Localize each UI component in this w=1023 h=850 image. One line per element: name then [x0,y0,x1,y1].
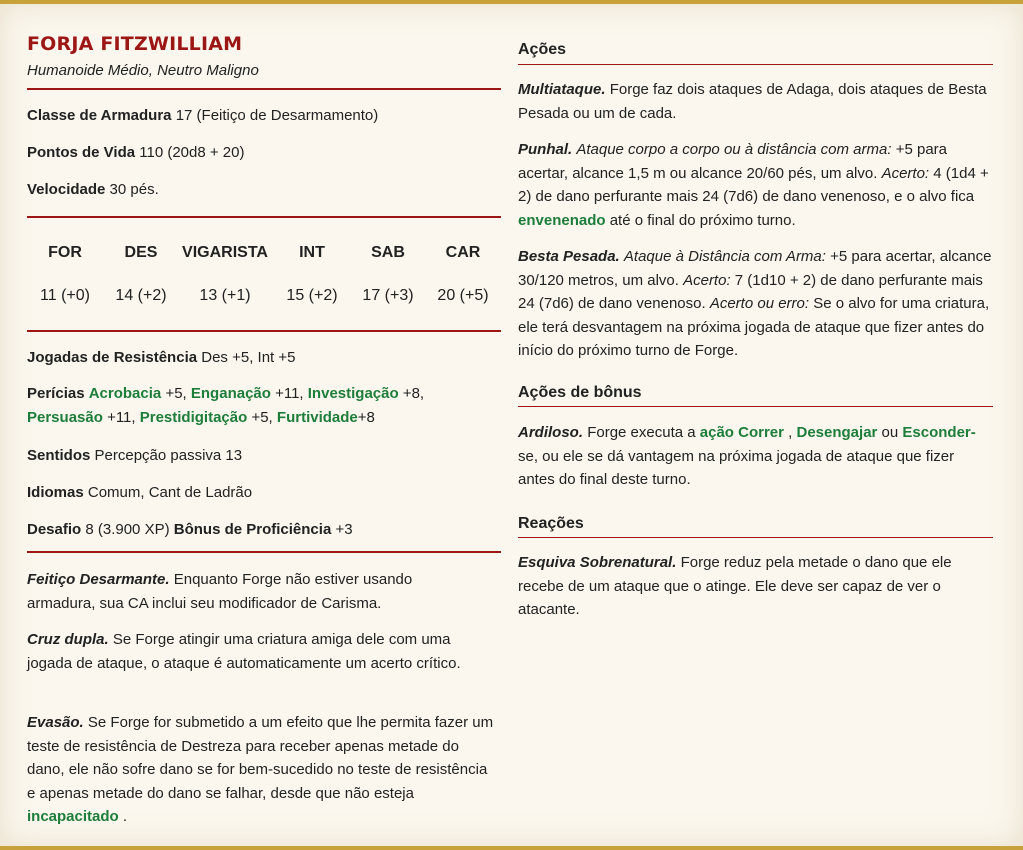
speed: Velocidade 30 pés. [27,181,159,198]
ability-score: 17 (+3) [362,287,414,304]
divider [27,551,501,553]
ability-name: VIGARISTA [182,244,268,261]
trait-evasion: Evasão. Se Forge for submetido a um efeito que lhe permita fazer um teste de resistência de Destreza para receber apenas metade do dano, ele não sofre dano se for bem-sucedido no teste de resistência e apenas metade do dano se falhar, desde que não esteja incapacitado . [27,714,494,825]
ability-name: CAR [445,244,481,261]
actions-heading: Ações [518,41,567,58]
senses: Sentidos Percepção passiva 13 [27,447,243,464]
skill-link[interactable]: Enganação [190,385,271,402]
languages: Idiomas Comum, Cant de Ladrão [27,484,253,501]
divider [518,64,993,65]
divider [518,537,993,538]
trait-double-cross: Cruz dupla. Se Forge atingir uma criatura amiga dele com uma jogada de ataque, o ataque é automaticamente um acerto crítico. [27,631,461,672]
ability-score: 15 (+2) [286,287,338,304]
action-multiattack: Multiataque. Forge faz dois ataques de Adaga, dois ataques de Besta Pesada ou um de cada. [518,81,987,122]
skill-link[interactable]: Investigação [307,385,399,402]
trait-disarming: Feitiço Desarmante. Enquanto Forge não estiver usando armadura, sua CA inclui seu modificador de Carisma. [27,571,413,612]
condition-link[interactable]: incapacitado [27,808,119,825]
ability-name: DES [124,244,158,261]
divider [27,216,501,218]
saving-throws: Jogadas de Resistência Des +5, Int +5 [27,349,296,366]
divider [27,330,501,332]
skill-link[interactable]: Acrobacia [88,385,162,402]
reaction-uncanny-dodge: Esquiva Sobrenatural. Forge reduz pela metade o dano que ele recebe de um ataque que o atinge. Ele deve ser capaz de ver o atacante. [518,554,952,618]
skills-line-1: Perícias Acrobacia +5, Enganação +11, Investigação +8, [27,385,425,402]
bonus-cunning-action: Ardiloso. Forge executa a ação Correr , Desengajar ou Esconder- se, ou ele se dá vantagem na próxima jogada de ataque que fizer antes do final deste turno. [518,424,976,488]
ability-score: 14 (+2) [115,287,167,304]
action-heavy-crossbow: Besta Pesada. Ataque à Distância com Arma: +5 para acertar, alcance 30/120 metros, um alvo. Acerto: 7 (1d10 + 2) de dano perfurante mais 24 (7d6) de dano venenoso. Acerto ou erro: Se o alvo for uma criatura, ele terá desvantagem na próxima jogada de ataque que fizer antes do início do próximo turno de Forge. [518,248,992,359]
action-dagger: Punhal. Ataque corpo a corpo ou à distância com arma: +5 para acertar, alcance 1,5 m ou alcance 20/60 pés, um alvo. Acerto: 4 (1d4 + 2) de dano perfurante mais 24 (7d6) de dano venenoso, e o alvo fica envenenado até o final do próximo turno. [518,141,989,229]
hit-points: Pontos de Vida 110 (20d8 + 20) [27,144,245,161]
divider [27,88,501,90]
skill-link[interactable]: Furtividade [276,409,358,426]
monster-type: Humanoide Médio, Neutro Maligno [27,62,259,79]
ability-score: 11 (+0) [40,287,90,304]
challenge: Desafio 8 (3.900 XP) Bônus de Proficiência +3 [27,521,353,538]
ability-score: 20 (+5) [437,287,489,304]
ability-score: 13 (+1) [199,287,251,304]
action-link[interactable]: Esconder- [902,424,976,441]
action-link[interactable]: ação Correr [699,424,784,441]
skill-link[interactable]: Persuasão [27,409,103,426]
divider [518,406,993,407]
condition-link[interactable]: envenenado [518,211,606,229]
monster-name: FORJA FITZWILLIAM [27,33,243,55]
ability-name: FOR [48,244,82,261]
ability-name: SAB [371,244,405,261]
skill-link[interactable]: Prestidigitação [139,409,248,426]
ability-name: INT [299,244,325,261]
bonus-actions-heading: Ações de bônus [518,384,642,401]
armor-class: Classe de Armadura 17 (Feitiço de Desarmamento) [27,107,379,124]
reactions-heading: Reações [518,515,584,532]
skills-line-2: Persuasão +11, Prestidigitação +5, Furtividade+8 [27,409,375,426]
action-link[interactable]: Desengajar [796,424,878,441]
